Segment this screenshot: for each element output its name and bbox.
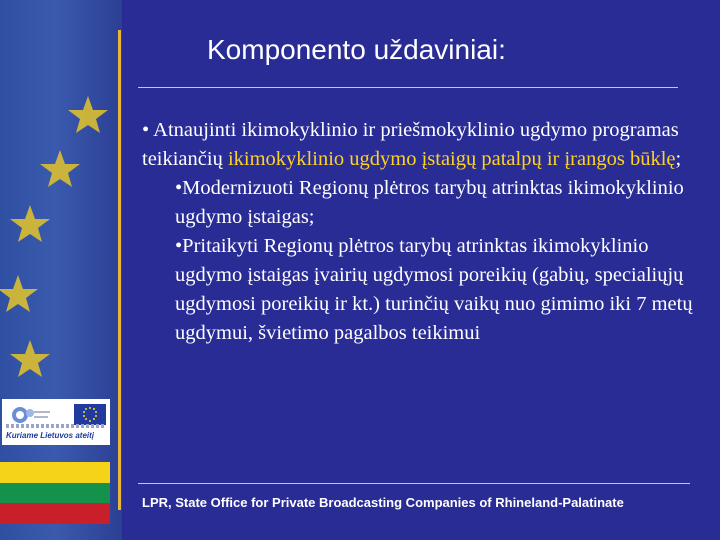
eu-flag-background — [0, 0, 122, 540]
eu-stars-decoration — [0, 0, 122, 540]
lithuanian-flag-icon — [0, 462, 110, 524]
esf-logo — [2, 399, 110, 445]
title-divider — [138, 87, 678, 88]
main-bullet-text: • Atnaujinti ikimokyklinio ir priešmokyklinio ugdymo programas teikiančių — [142, 119, 679, 170]
star-icon — [0, 275, 38, 312]
logo-motto: Kuriame Lietuvos ateitį — [6, 431, 95, 440]
footer-divider — [138, 483, 690, 484]
flag-stripe-red — [0, 503, 110, 524]
eu-flag-icon — [74, 404, 106, 425]
star-icon — [40, 150, 80, 187]
main-bullet-highlight: ikimokyklinio ugdymo įstaigų patalpų ir įrangos būklę — [227, 148, 676, 170]
slide-content — [142, 116, 702, 348]
star-icon — [68, 96, 108, 133]
logo-fine-print — [6, 424, 106, 428]
slide-title: Komponento uždaviniai: — [207, 34, 506, 65]
footer-text: LPR, State Office for Private Broadcasting Companies of Rhineland-Palatinate — [142, 495, 624, 510]
flag-stripe-yellow — [0, 462, 110, 483]
star-icon — [10, 205, 50, 242]
flag-stripe-green — [0, 483, 110, 504]
sub-bullet-1: •Modernizuoti Regionų plėtros tarybų atrinktas ikimokyklinio ugdymo įstaigas; — [175, 177, 684, 228]
vertical-divider — [118, 30, 121, 510]
main-bullet-suffix: ; — [675, 148, 682, 170]
sub-bullet-2: •Pritaikyti Regionų plėtros tarybų atrinktas ikimokyklinio ugdymo įstaigas įvairių ugdymosi poreikių (gabių, specialiųjų ugdymosi poreikių ir kt.) turinčių vaikų nuo gimimo iki 7 metų ugdymui, švietimo pagalbos teikimui — [175, 235, 693, 344]
star-icon — [10, 340, 50, 377]
main-bullet — [142, 116, 702, 174]
